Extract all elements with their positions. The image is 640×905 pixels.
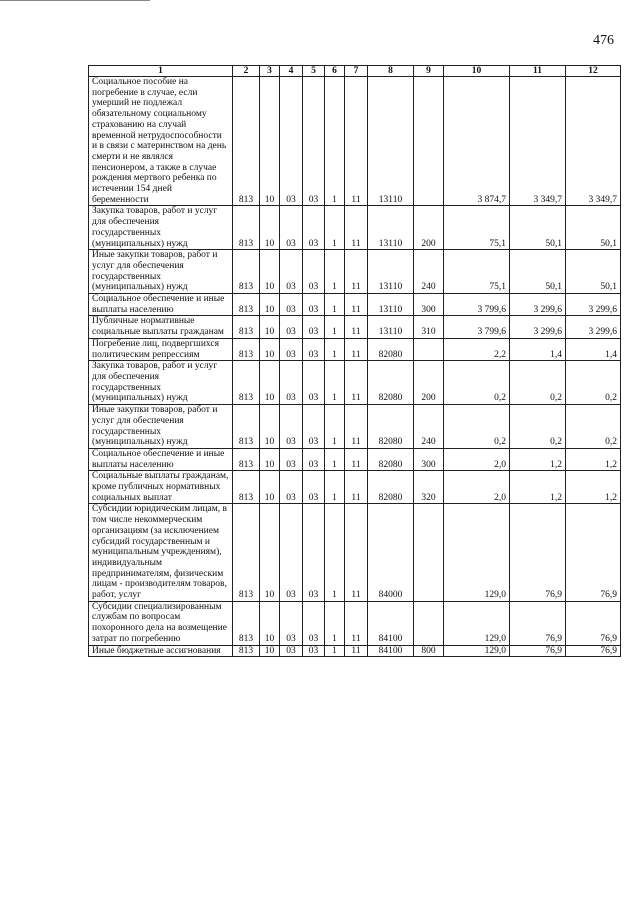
amount-col12: 1,4: [566, 338, 621, 360]
column-header: 11: [510, 66, 566, 77]
amount-col11: 3 349,7: [510, 77, 566, 206]
amount-col12: 0,2: [566, 405, 621, 449]
amount-col12: 76,9: [566, 601, 621, 645]
amount-col10: 3 874,7: [444, 77, 510, 206]
amount-col10: 2,0: [444, 448, 510, 470]
code-subprogram: 1: [325, 601, 345, 645]
code-ministry: 813: [233, 601, 260, 645]
row-name: Иные бюджетные ассигнования: [89, 645, 233, 657]
code-expense-type: [414, 77, 444, 206]
code-expense-type: 200: [414, 361, 444, 405]
table-row: [89, 504, 621, 601]
code-activity: 11: [345, 471, 368, 504]
amount-col11: 76,9: [510, 504, 566, 601]
code-expense-type: [414, 504, 444, 601]
code-subsection: 03: [280, 250, 303, 294]
code-section: 10: [260, 448, 280, 470]
code-section: 10: [260, 338, 280, 360]
code-section: 10: [260, 645, 280, 657]
code-expense-type: 240: [414, 250, 444, 294]
code-program: 03: [303, 448, 325, 470]
amount-col11: 3 299,6: [510, 294, 566, 316]
table-row: [89, 250, 621, 294]
code-section: 10: [260, 601, 280, 645]
code-direction: 13110: [368, 294, 414, 316]
amount-col10: 2,0: [444, 471, 510, 504]
row-name: Иные закупки товаров, работ и услуг для обеспечения государственных (муниципальных) нужд: [89, 250, 233, 294]
code-direction: 13110: [368, 77, 414, 206]
amount-col11: 1,4: [510, 338, 566, 360]
code-ministry: 813: [233, 645, 260, 657]
code-subsection: 03: [280, 504, 303, 601]
code-ministry: 813: [233, 405, 260, 449]
code-subprogram: 1: [325, 405, 345, 449]
row-name: Иные закупки товаров, работ и услуг для обеспечения государственных (муниципальных) нужд: [89, 405, 233, 449]
code-activity: 11: [345, 448, 368, 470]
code-section: 10: [260, 361, 280, 405]
code-activity: 11: [345, 361, 368, 405]
amount-col11: 76,9: [510, 601, 566, 645]
code-direction: 82080: [368, 448, 414, 470]
amount-col12: 76,9: [566, 504, 621, 601]
table-row: [89, 645, 621, 657]
code-section: 10: [260, 316, 280, 338]
table-row: [89, 361, 621, 405]
code-activity: 11: [345, 77, 368, 206]
code-subsection: 03: [280, 316, 303, 338]
column-header: 2: [233, 66, 260, 77]
code-ministry: 813: [233, 448, 260, 470]
table-row: [89, 338, 621, 360]
table-body: [89, 77, 621, 657]
amount-col11: 0,2: [510, 361, 566, 405]
code-subprogram: 1: [325, 250, 345, 294]
amount-col12: 3 349,7: [566, 77, 621, 206]
code-section: 10: [260, 405, 280, 449]
code-ministry: 813: [233, 294, 260, 316]
code-activity: 11: [345, 316, 368, 338]
amount-col10: 3 799,6: [444, 316, 510, 338]
code-ministry: 813: [233, 361, 260, 405]
code-ministry: 813: [233, 77, 260, 206]
code-subprogram: 1: [325, 471, 345, 504]
amount-col12: 3 299,6: [566, 316, 621, 338]
code-expense-type: 800: [414, 645, 444, 657]
amount-col12: 50,1: [566, 250, 621, 294]
code-program: 03: [303, 250, 325, 294]
code-activity: 11: [345, 250, 368, 294]
amount-col10: 0,2: [444, 405, 510, 449]
amount-col10: 129,0: [444, 645, 510, 657]
column-header: 1: [89, 66, 233, 77]
row-name: Закупка товаров, работ и услуг для обеспечения государственных (муниципальных) нужд: [89, 361, 233, 405]
code-program: 03: [303, 504, 325, 601]
code-subprogram: 1: [325, 206, 345, 250]
code-direction: 84100: [368, 645, 414, 657]
code-expense-type: 300: [414, 294, 444, 316]
amount-col11: 50,1: [510, 250, 566, 294]
code-section: 10: [260, 77, 280, 206]
code-direction: 13110: [368, 316, 414, 338]
code-program: 03: [303, 77, 325, 206]
row-name: Погребение лиц, подвергшихся политическим репрессиям: [89, 338, 233, 360]
amount-col10: 0,2: [444, 361, 510, 405]
code-section: 10: [260, 504, 280, 601]
table-row: [89, 77, 621, 206]
row-name: Социальное обеспечение и иные выплаты населению: [89, 448, 233, 470]
amount-col12: 0,2: [566, 361, 621, 405]
column-header: 12: [566, 66, 621, 77]
scan-top-rule: [0, 0, 150, 1]
row-name: Закупка товаров, работ и услуг для обеспечения государственных (муниципальных) нужд: [89, 206, 233, 250]
code-ministry: 813: [233, 250, 260, 294]
code-subsection: 03: [280, 601, 303, 645]
table-row: [89, 316, 621, 338]
code-activity: 11: [345, 206, 368, 250]
code-program: 03: [303, 316, 325, 338]
header-row: [89, 66, 621, 77]
code-program: 03: [303, 405, 325, 449]
code-subsection: 03: [280, 77, 303, 206]
row-name: Социальное обеспечение и иные выплаты населению: [89, 294, 233, 316]
amount-col12: 1,2: [566, 471, 621, 504]
code-ministry: 813: [233, 471, 260, 504]
code-subsection: 03: [280, 448, 303, 470]
column-header: 3: [260, 66, 280, 77]
code-expense-type: 200: [414, 206, 444, 250]
code-activity: 11: [345, 645, 368, 657]
code-expense-type: [414, 338, 444, 360]
code-activity: 11: [345, 338, 368, 360]
amount-col12: 3 299,6: [566, 294, 621, 316]
code-activity: 11: [345, 405, 368, 449]
amount-col10: 75,1: [444, 250, 510, 294]
code-subsection: 03: [280, 645, 303, 657]
code-program: 03: [303, 294, 325, 316]
code-direction: 82080: [368, 361, 414, 405]
code-expense-type: 310: [414, 316, 444, 338]
code-subprogram: 1: [325, 77, 345, 206]
code-ministry: 813: [233, 504, 260, 601]
code-section: 10: [260, 206, 280, 250]
code-subprogram: 1: [325, 645, 345, 657]
code-ministry: 813: [233, 206, 260, 250]
code-program: 03: [303, 601, 325, 645]
table-row: [89, 405, 621, 449]
table-header: [89, 66, 621, 77]
column-header: 4: [280, 66, 303, 77]
code-subprogram: 1: [325, 294, 345, 316]
row-name: Субсидии специализированным службам по вопросам похоронного дела на возмещение затрат по погребению: [89, 601, 233, 645]
amount-col10: 3 799,6: [444, 294, 510, 316]
amount-col10: 75,1: [444, 206, 510, 250]
column-header: 10: [444, 66, 510, 77]
amount-col11: 50,1: [510, 206, 566, 250]
column-header: 7: [345, 66, 368, 77]
row-name: Социальные выплаты гражданам, кроме публичных нормативных социальных выплат: [89, 471, 233, 504]
amount-col10: 2,2: [444, 338, 510, 360]
amount-col11: 1,2: [510, 448, 566, 470]
column-header: 8: [368, 66, 414, 77]
code-activity: 11: [345, 294, 368, 316]
code-subsection: 03: [280, 294, 303, 316]
code-subprogram: 1: [325, 338, 345, 360]
code-program: 03: [303, 338, 325, 360]
code-direction: 13110: [368, 250, 414, 294]
code-subsection: 03: [280, 361, 303, 405]
code-section: 10: [260, 294, 280, 316]
code-activity: 11: [345, 601, 368, 645]
code-subsection: 03: [280, 405, 303, 449]
amount-col11: 3 299,6: [510, 316, 566, 338]
table-row: [89, 206, 621, 250]
code-expense-type: 240: [414, 405, 444, 449]
code-subsection: 03: [280, 338, 303, 360]
code-program: 03: [303, 471, 325, 504]
table-row: [89, 294, 621, 316]
budget-table: [88, 65, 621, 657]
code-program: 03: [303, 645, 325, 657]
column-header: 9: [414, 66, 444, 77]
code-ministry: 813: [233, 338, 260, 360]
code-direction: 13110: [368, 206, 414, 250]
row-name: Субсидии юридическим лицам, в том числе некоммерческим организациям (за исключением субсидий государственным и муниципальным учреждениям), индивидуальным предпринимателям, физическим лицам - производителям товаров, работ, услуг: [89, 504, 233, 601]
code-activity: 11: [345, 504, 368, 601]
column-header: 5: [303, 66, 325, 77]
code-section: 10: [260, 250, 280, 294]
amount-col11: 76,9: [510, 645, 566, 657]
code-expense-type: [414, 601, 444, 645]
code-direction: 82080: [368, 471, 414, 504]
page-number: 476: [593, 33, 614, 48]
table-row: [89, 471, 621, 504]
code-direction: 82080: [368, 405, 414, 449]
row-name: Публичные нормативные социальные выплаты гражданам: [89, 316, 233, 338]
code-subprogram: 1: [325, 316, 345, 338]
code-direction: 82080: [368, 338, 414, 360]
code-section: 10: [260, 471, 280, 504]
column-header: 6: [325, 66, 345, 77]
amount-col10: 129,0: [444, 504, 510, 601]
code-expense-type: 300: [414, 448, 444, 470]
amount-col10: 129,0: [444, 601, 510, 645]
row-name: Социальное пособие на погребение в случае, если умерший не подлежал обязательному социальному страхованию на случай временной нетрудоспособности и в связи с материнством на день смерти и не являлся пенсионером, а также в случае рождения мертвого ребенка по истечении 154 дней беременности: [89, 77, 233, 206]
amount-col11: 1,2: [510, 471, 566, 504]
code-subsection: 03: [280, 471, 303, 504]
code-subsection: 03: [280, 206, 303, 250]
code-subprogram: 1: [325, 448, 345, 470]
code-program: 03: [303, 361, 325, 405]
code-subprogram: 1: [325, 504, 345, 601]
amount-col12: 50,1: [566, 206, 621, 250]
code-subprogram: 1: [325, 361, 345, 405]
table-row: [89, 601, 621, 645]
code-direction: 84000: [368, 504, 414, 601]
amount-col12: 1,2: [566, 448, 621, 470]
code-expense-type: 320: [414, 471, 444, 504]
amount-col12: 76,9: [566, 645, 621, 657]
table-row: [89, 448, 621, 470]
code-direction: 84100: [368, 601, 414, 645]
code-ministry: 813: [233, 316, 260, 338]
amount-col11: 0,2: [510, 405, 566, 449]
code-program: 03: [303, 206, 325, 250]
